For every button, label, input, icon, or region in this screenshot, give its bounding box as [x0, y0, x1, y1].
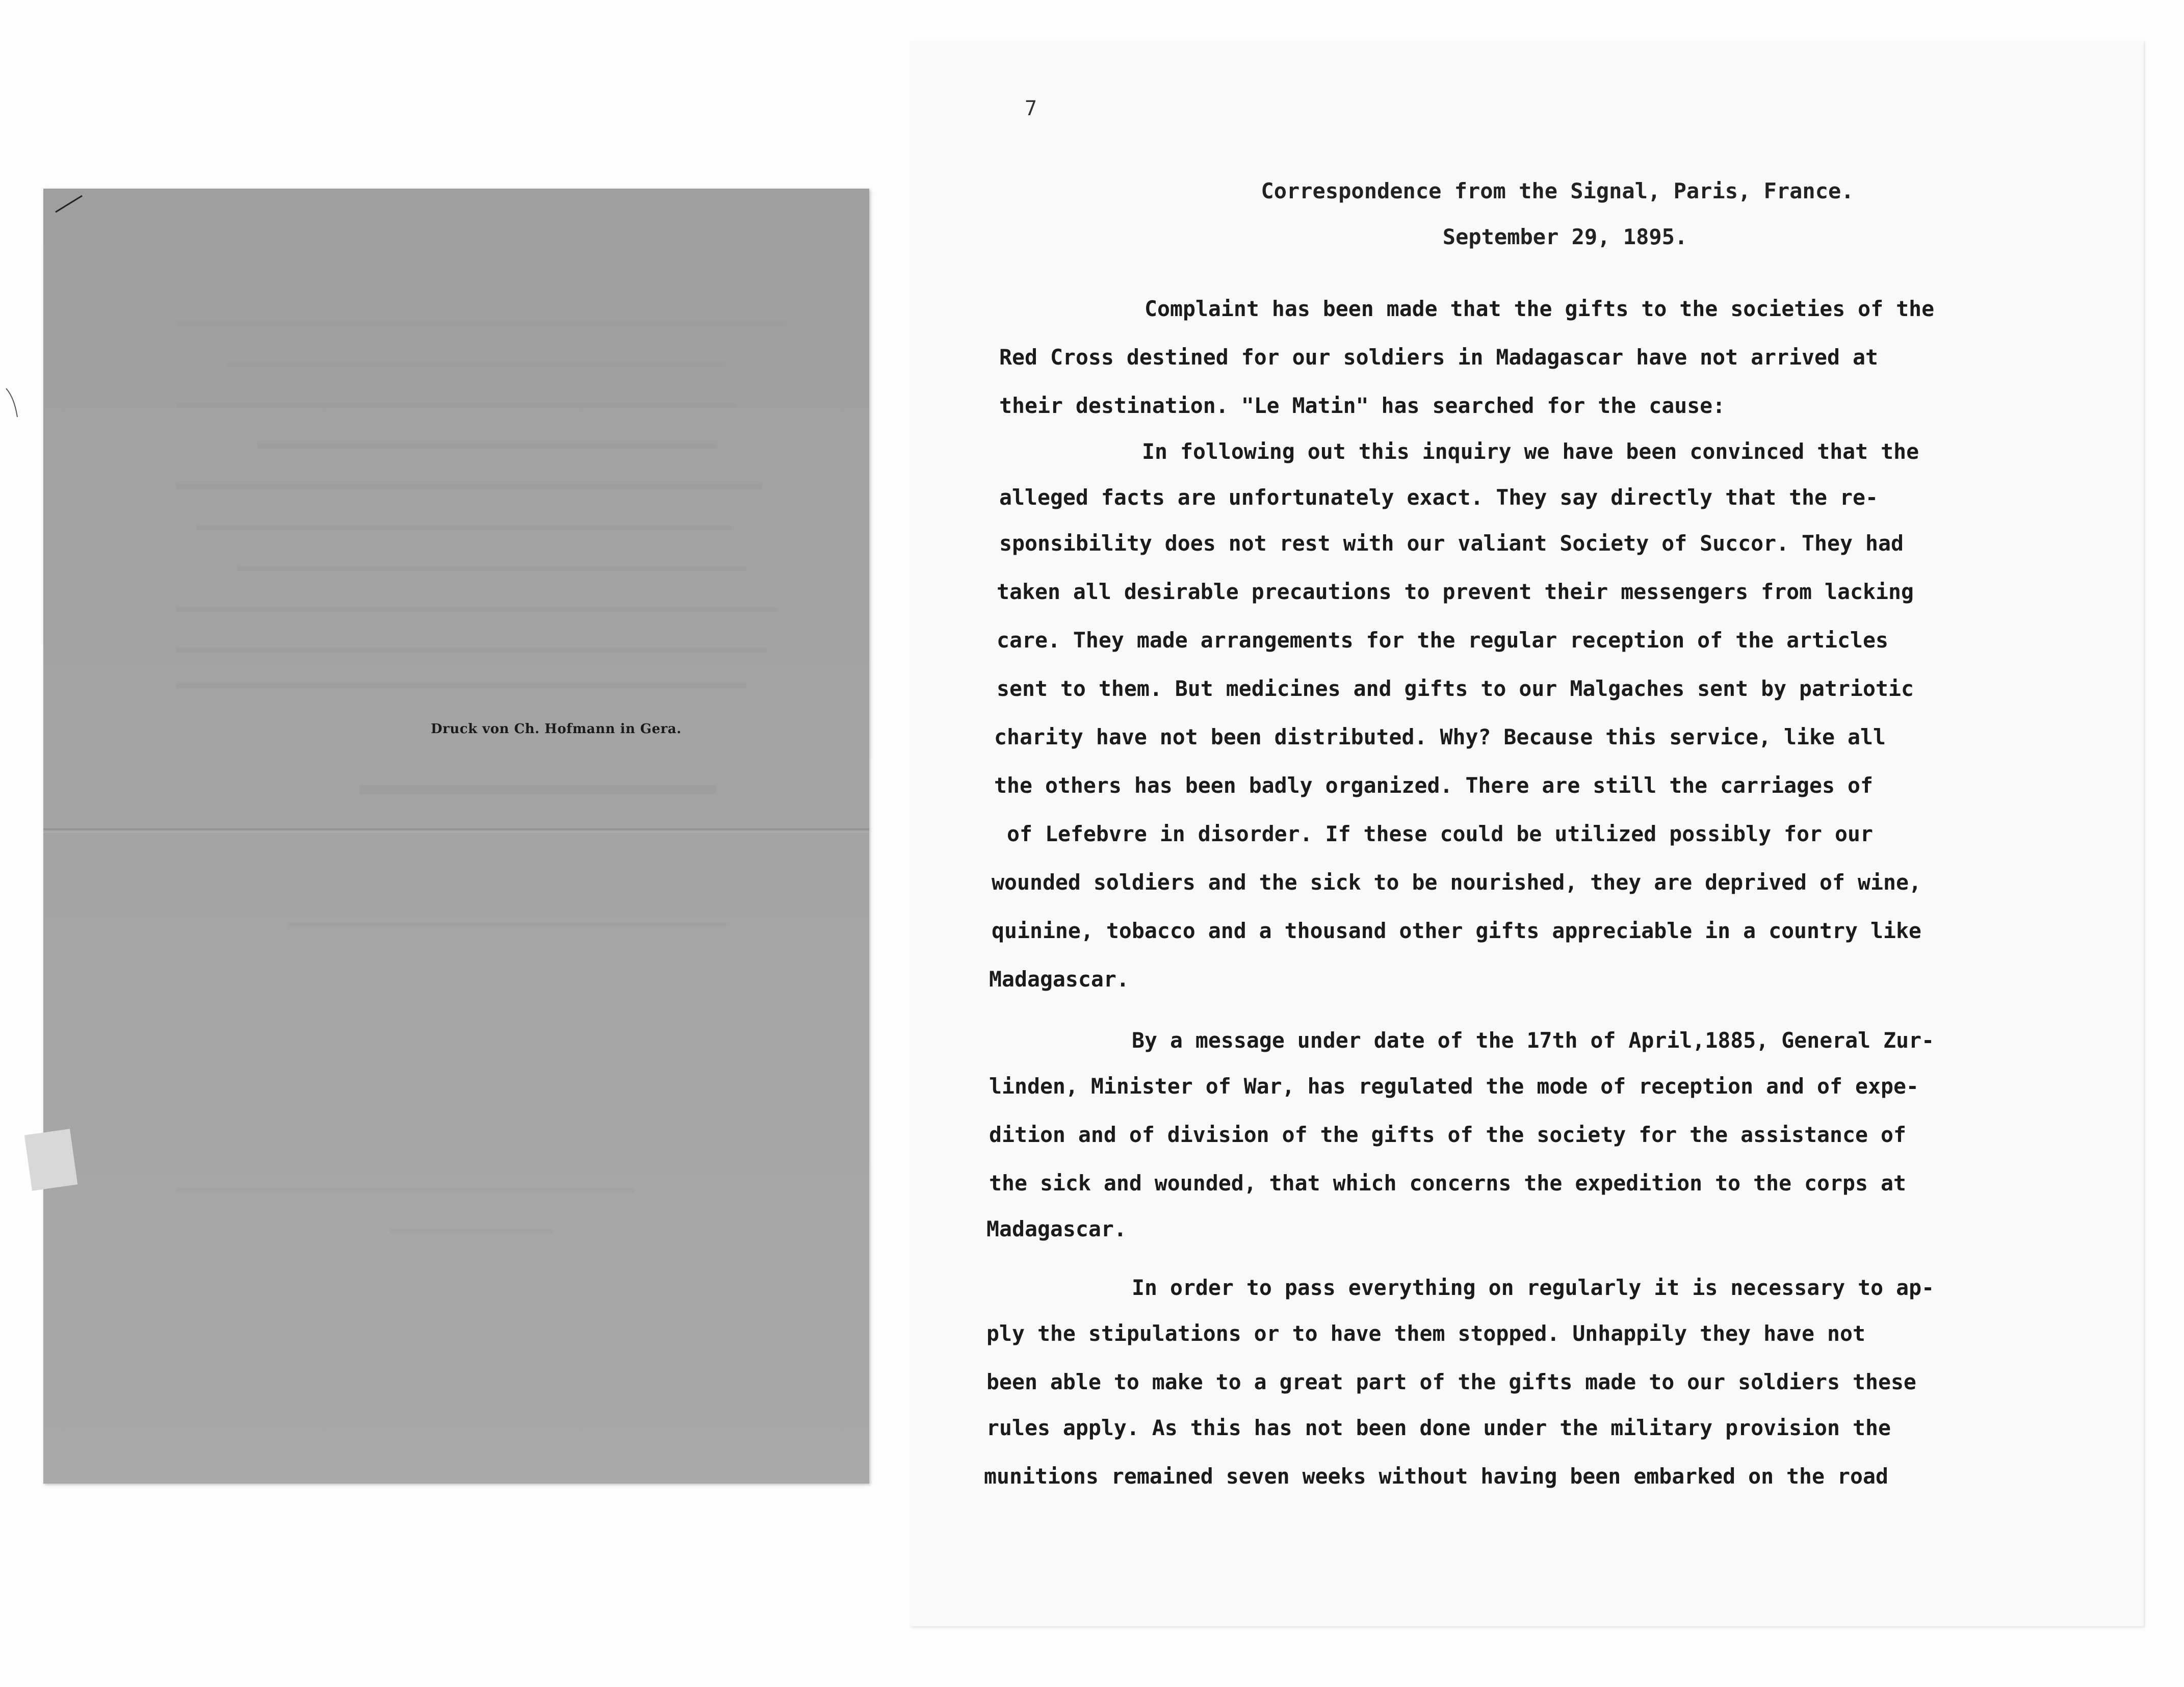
- text-line: wounded soldiers and the sick to be nourished, they are deprived of wine,: [992, 870, 1921, 895]
- text-line: charity have not been distributed. Why? Because this service, like all: [994, 724, 1886, 749]
- bleed-through-line: [390, 1229, 553, 1234]
- typed-page: [910, 41, 2144, 1626]
- bleed-through-line: [257, 444, 716, 449]
- text-line: of Lefebvre in disorder. If these could be utilized possibly for our: [1007, 821, 1873, 846]
- bleed-through-line: [227, 362, 726, 367]
- text-line: Red Cross destined for our soldiers in Madagascar have not arrived at: [999, 345, 1878, 370]
- page-fold: [43, 828, 869, 833]
- bleed-through-line: [176, 607, 777, 612]
- document-heading: Correspondence from the Signal, Paris, France.: [1261, 178, 1854, 203]
- page-number: 7: [1025, 97, 1037, 120]
- text-line: ply the stipulations or to have them stopped. Unhappily they have not: [986, 1321, 1865, 1346]
- bleed-through-line: [176, 647, 767, 653]
- text-line: quinine, tobacco and a thousand other gifts appreciable in a country like: [992, 918, 1921, 943]
- bleed-through-line: [176, 403, 737, 408]
- text-line: Madagascar.: [989, 967, 1129, 992]
- text-line: munitions remained seven weeks without having been embarked on the road: [984, 1464, 1888, 1489]
- text-line: By a message under date of the 17th of April,1885, General Zur-: [1132, 1028, 1935, 1053]
- text-line: In following out this inquiry we have been convinced that the: [1142, 439, 1919, 464]
- margin-mark: [4, 387, 19, 418]
- left-folded-page: [43, 189, 869, 1484]
- text-line: Madagascar.: [986, 1216, 1127, 1241]
- text-line: taken all desirable precautions to prevent their messengers from lacking: [997, 579, 1914, 604]
- bleed-through-line: [359, 785, 716, 794]
- text-line: dition and of division of the gifts of the society for the assistance of: [989, 1122, 1906, 1147]
- text-line: rules apply. As this has not been done under the military provision the: [986, 1415, 1891, 1440]
- text-line: the others has been badly organized. There are still the carriages of: [994, 773, 1873, 798]
- bleed-through-line: [288, 923, 726, 928]
- text-line: been able to make to a great part of the gifts made to our soldiers these: [986, 1369, 1916, 1394]
- printer-mark: Druck von Ch. Hofmann in Gera.: [431, 721, 682, 737]
- page-corner-mark: [54, 194, 84, 214]
- bleed-through-line: [176, 484, 762, 489]
- text-line: Complaint has been made that the gifts to the societies of the: [1145, 296, 1935, 321]
- bleed-through-line: [176, 1188, 635, 1193]
- text-line: alleged facts are unfortunately exact. They say directly that the re-: [999, 485, 1878, 510]
- bleed-through-line: [176, 683, 747, 688]
- bleed-through-line: [196, 525, 732, 530]
- bleed-through-line: [237, 566, 747, 571]
- text-line: In order to pass everything on regularly it is necessary to ap-: [1132, 1275, 1935, 1300]
- bleed-through-line: [176, 321, 788, 326]
- text-line: sent to them. But medicines and gifts to our Malgaches sent by patriotic: [997, 676, 1914, 701]
- text-line: linden, Minister of War, has regulated the mode of reception and of expe-: [989, 1074, 1919, 1099]
- text-line: the sick and wounded, that which concerns the expedition to the corps at: [989, 1171, 1906, 1196]
- text-line: their destination. "Le Matin" has searched for the cause:: [999, 393, 1726, 418]
- text-line: sponsibility does not rest with our valiant Society of Succor. They had: [999, 531, 1904, 556]
- paper-tab: [24, 1129, 77, 1190]
- text-line: care. They made arrangements for the regular reception of the articles: [997, 628, 1888, 653]
- document-date: September 29, 1895.: [1442, 224, 1688, 249]
